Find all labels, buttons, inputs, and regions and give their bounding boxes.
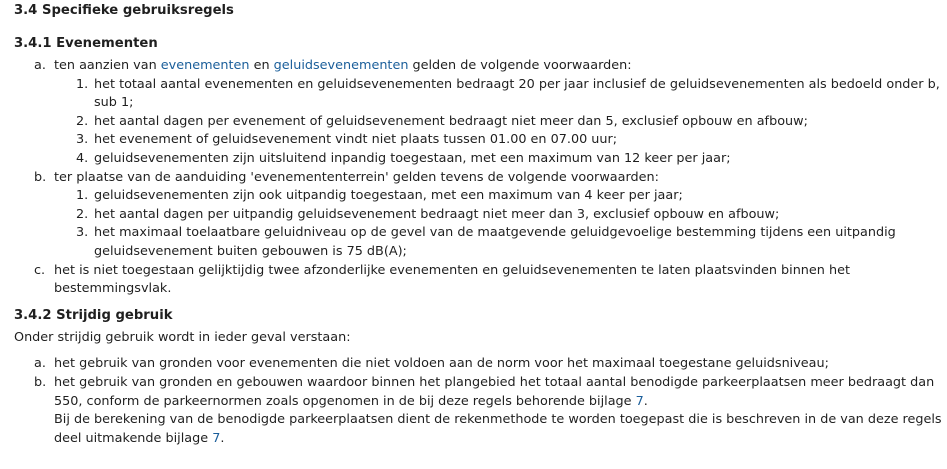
list-marker: b. [34, 169, 47, 185]
list-marker: a. [34, 58, 46, 73]
list-item [54, 76, 947, 113]
list-item [54, 131, 947, 150]
item-text: Bij de berekening van de benodigde parkeerplaatsen dient de rekenmethode te worden toegepast die is beschreven in de van deze regels deel uitmakende bijlage [54, 412, 942, 446]
subsection-strijdig-gebruik-heading: 3.4.2 Strijdig gebruik [14, 307, 173, 323]
list-marker: 4. [76, 150, 89, 166]
list-marker: a. [34, 356, 46, 372]
list-marker: 3. [76, 225, 89, 241]
item-text: en [249, 58, 274, 73]
item-text: het gebruik van gronden voor evenementen die niet voldoen aan de norm voor het maximaal toegestane geluidsniveau; [54, 356, 829, 372]
list-marker: c. [34, 262, 46, 278]
item-text: het maximaal toelaatbare geluidniveau op de gevel van de maatgevende geluidgevoelige bestemming tijdens een uitpandig geluidsevenement buiten gebouwen is 75 dB(A); [94, 225, 896, 259]
item-text: geluidsevenementen zijn ook uitpandig toegestaan, met een maximum van 4 keer per jaar; [94, 188, 683, 204]
geluidsevenementen-link[interactable]: geluidsevenementen [273, 58, 409, 73]
bijlage-7-link[interactable]: 7 [635, 393, 644, 409]
evenementen-list [14, 57, 947, 299]
item-text: ten aanzien van [54, 58, 161, 73]
item-text: . [220, 430, 225, 446]
strijdig-item-b [14, 374, 947, 448]
list-marker: 2. [76, 113, 89, 129]
list-marker: 3. [76, 132, 89, 148]
evenementen-item-a [14, 57, 947, 169]
item-text: het gebruik van gronden en gebouwen waardoor binnen het plangebied het totaal aantal benodigde parkeerplaatsen meer bedraagt dan 550, conform de parkeernormen zoals opgenomen in de bij deze regels behorende bijlage [54, 374, 935, 409]
list-item [54, 113, 947, 132]
list-marker: b. [34, 374, 47, 390]
item-text: het aantal dagen per evenement of geluidsevenement bedraagt niet meer dan 5, exclusief opbouw en afbouw; [94, 113, 808, 129]
list-item [54, 150, 947, 169]
bijlage-7-link[interactable]: 7 [212, 430, 221, 446]
item-text: het is niet toegestaan gelijktijdig twee afzonderlijke evenementen en geluidsevenementen te laten plaatsvinden binnen het bestemmingsvlak. [54, 262, 850, 297]
sublist [54, 76, 947, 169]
section-heading: 3.4 Specifieke gebruiksregels [14, 3, 234, 18]
evenementen-item-c [14, 262, 947, 299]
list-marker: 2. [76, 206, 89, 222]
list-item [54, 206, 947, 225]
item-text: gelden de volgende voorwaarden: [408, 58, 632, 73]
list-item [54, 187, 947, 206]
item-text: het evenement of geluidsevenement vindt niet plaats tussen 01.00 en 07.00 uur; [94, 132, 618, 148]
list-marker: 1. [76, 76, 89, 92]
list-marker: 1. [76, 188, 89, 204]
sublist [54, 187, 947, 261]
evenementen-item-b [14, 169, 947, 262]
item-text: het aantal dagen per uitpandig geluidsevenement bedraagt niet meer dan 3, exclusief opbouw en afbouw; [94, 206, 780, 222]
strijdig-item-a [14, 355, 947, 374]
list-item [54, 224, 947, 261]
evenementen-link[interactable]: evenementen [160, 58, 250, 73]
item-text: ter plaatse van de aanduiding 'evenemententerrein' gelden tevens de volgende voorwaarden: [54, 169, 659, 185]
item-text: geluidsevenementen zijn uitsluitend inpandig toegestaan, met een maximum van 12 keer per jaar; [94, 150, 731, 166]
item-text: het totaal aantal evenementen en geluidsevenementen bedraagt 20 per jaar inclusief de geluidsevenementen als bedoeld onder b, sub 1; [94, 76, 940, 111]
item-text: . [643, 393, 648, 409]
subsection-evenementen-heading: 3.4.1 Evenementen [14, 36, 158, 51]
strijdig-gebruik-list [14, 355, 947, 448]
intro-paragraph: Onder strijdig gebruik wordt in ieder geval verstaan: [14, 329, 351, 345]
